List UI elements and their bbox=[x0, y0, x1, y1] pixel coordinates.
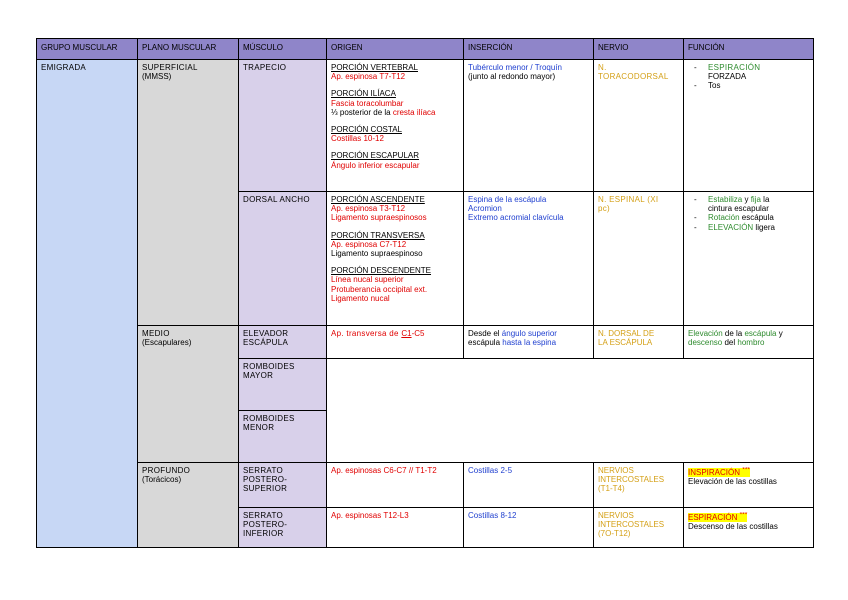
musculo-label: POSTERO- bbox=[243, 475, 288, 485]
funcion-text: y bbox=[742, 195, 751, 204]
insercion-serrato-inferior bbox=[464, 508, 594, 548]
funcion-item bbox=[688, 195, 809, 213]
musculo-label: MENOR bbox=[243, 423, 275, 433]
musculo-label: INFERIOR bbox=[243, 529, 284, 539]
origen-heading: PORCIÓN COSTAL bbox=[331, 124, 402, 134]
plano-superficial-label: SUPERFICIAL bbox=[142, 63, 198, 72]
funcion-list bbox=[688, 195, 809, 232]
plano-profundo-sub: (Torácicos) bbox=[142, 475, 182, 485]
funcion-text: y bbox=[776, 329, 783, 338]
origen-serrato-inferior bbox=[327, 508, 464, 548]
col-header-musculo: MÚSCULO bbox=[239, 39, 327, 60]
musculo-romboides-mayor bbox=[239, 359, 327, 411]
nervio-line: INTERCOSTALES bbox=[598, 520, 665, 530]
musculo-label: ROMBOIDES bbox=[243, 414, 295, 423]
col-header-plano: PLANO MUSCULAR bbox=[138, 39, 239, 60]
header-row bbox=[37, 39, 814, 60]
musculo-dorsal-label: DORSAL ANCHO bbox=[243, 195, 310, 204]
origen-line: Ap. espinosa T3-T12 bbox=[331, 204, 406, 214]
plano-medio-label: MEDIO bbox=[142, 329, 170, 338]
grupo-cell bbox=[37, 60, 138, 548]
origen-line: Fascia toracolumbar bbox=[331, 98, 404, 108]
insercion-text: escápula bbox=[468, 338, 501, 348]
musculo-serrato-superior bbox=[239, 463, 327, 508]
table-row-serrato-superior bbox=[37, 463, 814, 508]
musculo-label: POSTERO- bbox=[243, 520, 288, 530]
origen-elevador bbox=[327, 326, 464, 359]
grupo-label: EMIGRADA bbox=[41, 63, 87, 72]
funcion-text: Rotación bbox=[708, 213, 740, 223]
table-row-elevador bbox=[37, 326, 814, 359]
musculo-label: SERRATO bbox=[243, 511, 284, 520]
insercion-elevador bbox=[464, 326, 594, 359]
plano-medio-cell bbox=[138, 326, 239, 463]
funcion-item bbox=[688, 81, 809, 90]
funcion-text: escápula bbox=[744, 329, 777, 338]
musculo-elevador bbox=[239, 326, 327, 359]
origen-dorsal bbox=[327, 192, 464, 326]
plano-superficial-sub: (MMSS) bbox=[142, 72, 172, 82]
origen-line: Ligamento supraespinosos bbox=[331, 213, 427, 223]
col-header-funcion: FUNCIÓN bbox=[684, 39, 814, 60]
funcion-serrato-inferior bbox=[684, 508, 814, 548]
musculo-label: ESCÁPULA bbox=[243, 338, 289, 348]
origen-line: Ligamento supraespinoso bbox=[331, 248, 423, 258]
origen-line: Ligamento nucal bbox=[331, 293, 390, 303]
nervio-elevador bbox=[594, 326, 684, 359]
nervio-line: TORACODORSAL bbox=[598, 72, 669, 82]
table-row-trapecio bbox=[37, 60, 814, 192]
insercion-line: (junto al redondo mayor) bbox=[468, 72, 556, 82]
insercion-text: ángulo superior bbox=[501, 329, 557, 338]
plano-medio-sub: (Escapulares) bbox=[142, 338, 192, 348]
insercion-line: Extremo acromial clavícula bbox=[468, 213, 564, 223]
insercion-trapecio bbox=[464, 60, 594, 192]
funcion-tag bbox=[688, 468, 750, 477]
nervio-line: NERVIOS bbox=[598, 511, 634, 520]
musculo-dorsal bbox=[239, 192, 327, 326]
muscle-table bbox=[36, 38, 814, 548]
origen-line: Ap. espinosa T7-T12 bbox=[331, 72, 406, 82]
nervio-line: LA ESCÁPULA bbox=[598, 338, 653, 348]
funcion-tag bbox=[688, 513, 747, 522]
funcion-text: fija bbox=[750, 195, 761, 204]
origen-heading: PORCIÓN DESCENDENTE bbox=[331, 266, 432, 276]
origen-line: Ángulo inferior escapular bbox=[331, 160, 420, 170]
funcion-item bbox=[688, 63, 809, 81]
insercion-line: Acromion bbox=[468, 204, 502, 214]
origen-text: Ap. transversa de bbox=[331, 329, 402, 338]
musculo-label: ELEVADOR bbox=[243, 329, 289, 338]
musculo-label: MAYOR bbox=[243, 371, 274, 381]
insercion-text: hasta la bbox=[500, 338, 533, 348]
funcion-text: Elevación bbox=[688, 329, 723, 338]
origen-heading: PORCIÓN TRANSVERSA bbox=[331, 230, 425, 240]
insercion-text: Costillas 2-5 bbox=[468, 466, 513, 475]
funcion-item bbox=[688, 223, 809, 232]
origen-text: C1 bbox=[401, 329, 412, 338]
nervio-line: (T1-T4) bbox=[598, 484, 625, 494]
funcion-tag-text: INSPIRACIÓN bbox=[688, 467, 741, 477]
plano-superficial-cell bbox=[138, 60, 239, 326]
funcion-elevador bbox=[684, 326, 814, 359]
plano-profundo-cell bbox=[138, 463, 239, 548]
col-header-nervio: NERVIO bbox=[594, 39, 684, 60]
insercion-line: Tubérculo menor / Troquín bbox=[468, 63, 562, 72]
funcion-text: ligera bbox=[753, 222, 775, 232]
insercion-text: Desde el bbox=[468, 329, 502, 338]
funcion-dorsal bbox=[684, 192, 814, 326]
origen-line: Costillas 10-12 bbox=[331, 134, 384, 144]
insercion-dorsal bbox=[464, 192, 594, 326]
origen-heading: PORCIÓN ESCAPULAR bbox=[331, 151, 420, 161]
nervio-line: NERVIOS bbox=[598, 466, 634, 475]
origen-line: Protuberancia occipital ext. bbox=[331, 284, 428, 294]
musculo-serrato-inferior bbox=[239, 508, 327, 548]
empty-romboides-cell bbox=[327, 359, 814, 463]
funcion-text: cintura escapular bbox=[708, 204, 769, 214]
origen-line: Línea nucal superior bbox=[331, 275, 404, 285]
musculo-trapecio bbox=[239, 60, 327, 192]
insercion-line: Espina de la escápula bbox=[468, 195, 547, 204]
funcion-text: Estabiliza bbox=[708, 195, 743, 204]
funcion-text: descenso bbox=[688, 338, 723, 348]
musculo-label: ROMBOIDES bbox=[243, 362, 295, 371]
nervio-trapecio bbox=[594, 60, 684, 192]
origen-text: -C5 bbox=[411, 329, 425, 338]
nervio-line: (7O-T12) bbox=[598, 529, 631, 539]
origen-text: Ap. espinosas C6-C7 // T1-T2 bbox=[331, 466, 437, 475]
musculo-label: SERRATO bbox=[243, 466, 284, 475]
origen-heading: PORCIÓN VERTEBRAL bbox=[331, 63, 418, 72]
origen-text: Ap. espinosas T12-L3 bbox=[331, 511, 409, 520]
plano-profundo-label: PROFUNDO bbox=[142, 466, 191, 475]
funcion-tag-mark: *** bbox=[742, 466, 751, 473]
funcion-serrato-superior bbox=[684, 463, 814, 508]
nervio-line: N. ESPINAL (XI bbox=[598, 195, 659, 204]
origen-text: ⅓ posterior de la bbox=[331, 107, 393, 117]
insercion-text: Costillas 8-12 bbox=[468, 511, 517, 520]
funcion-text: ELEVACIÓN bbox=[708, 222, 754, 232]
funcion-text: escápula bbox=[739, 213, 774, 223]
origen-trapecio bbox=[327, 60, 464, 192]
funcion-text: ESPIRACIÓN bbox=[708, 63, 761, 72]
nervio-serrato-superior bbox=[594, 463, 684, 508]
origen-heading: PORCIÓN ASCENDENTE bbox=[331, 195, 425, 204]
funcion-item bbox=[688, 213, 809, 222]
funcion-text: Descenso de las costillas bbox=[688, 521, 778, 531]
funcion-text: Elevación de las costillas bbox=[688, 476, 777, 486]
funcion-trapecio bbox=[684, 60, 814, 192]
musculo-trapecio-label: TRAPECIO bbox=[243, 63, 287, 72]
funcion-text: FORZADA bbox=[708, 72, 747, 82]
funcion-text: de la bbox=[722, 329, 745, 338]
funcion-text: Tos bbox=[708, 81, 721, 91]
nervio-line: INTERCOSTALES bbox=[598, 475, 665, 485]
nervio-dorsal bbox=[594, 192, 684, 326]
nervio-line: pc) bbox=[598, 204, 611, 214]
origen-text-red: cresta ilíaca bbox=[392, 107, 436, 117]
origen-serrato-superior bbox=[327, 463, 464, 508]
musculo-label: SUPERIOR bbox=[243, 484, 288, 494]
musculo-romboides-menor bbox=[239, 411, 327, 463]
origen-line bbox=[331, 108, 459, 117]
funcion-tag-text: ESPIRACIÓN bbox=[688, 512, 738, 522]
funcion-text: del bbox=[722, 338, 738, 348]
funcion-tag-mark: *** bbox=[739, 511, 748, 518]
nervio-serrato-inferior bbox=[594, 508, 684, 548]
funcion-text: hombro bbox=[737, 338, 765, 348]
col-header-grupo: GRUPO MUSCULAR bbox=[37, 39, 138, 60]
nervio-line: N. bbox=[598, 63, 607, 72]
insercion-text: espina bbox=[532, 338, 557, 348]
insercion-serrato-superior bbox=[464, 463, 594, 508]
col-header-origen: ORIGEN bbox=[327, 39, 464, 60]
origen-heading: PORCIÓN ILÍACA bbox=[331, 89, 396, 99]
nervio-line: N. DORSAL DE bbox=[598, 329, 655, 338]
col-header-insercion: INSERCIÓN bbox=[464, 39, 594, 60]
funcion-text: la bbox=[760, 195, 770, 204]
origen-line: Ap. espinosa C7-T12 bbox=[331, 239, 407, 249]
funcion-list bbox=[688, 63, 809, 91]
